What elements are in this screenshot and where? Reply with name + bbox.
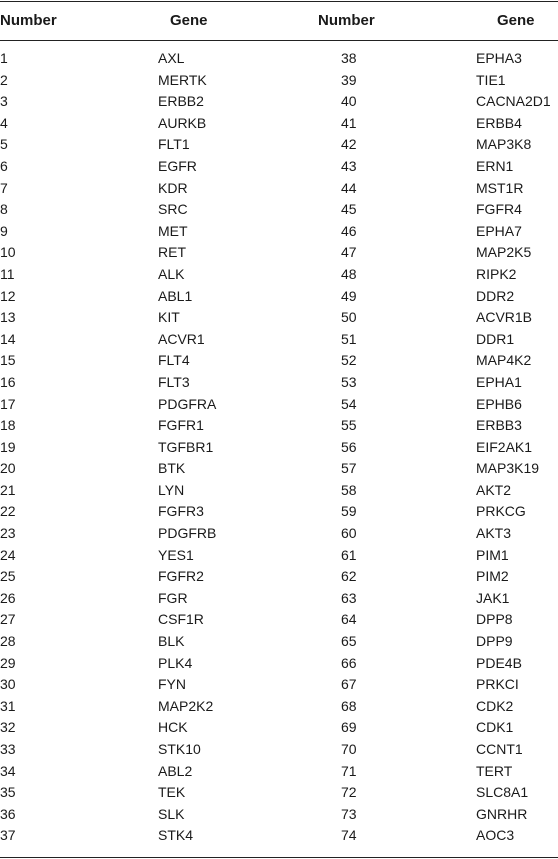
table-row	[0, 761, 558, 783]
gene-right-cell: EPHA3	[476, 50, 522, 66]
number-left-cell: 21	[0, 481, 16, 498]
number-left-cell: 8	[0, 201, 8, 218]
table-row	[0, 501, 558, 523]
table-row	[0, 329, 558, 351]
gene-left-cell: TEK	[158, 784, 186, 801]
number-right-cell: 66	[341, 654, 357, 671]
gene-right-cell: SLC8A1	[476, 784, 529, 801]
gene-left-cell: ACVR1	[158, 330, 205, 347]
gene-left-cell: LYN	[158, 481, 185, 498]
number-right-cell: 49	[341, 287, 357, 304]
gene-right-cell: ERBB4	[476, 114, 522, 131]
number-left-cell: 14	[0, 330, 16, 347]
number-left-cell: 32	[0, 719, 16, 736]
gene-right-cell: AKT3	[476, 525, 512, 542]
table-row	[0, 825, 558, 847]
number-left-cell: 6	[0, 157, 8, 174]
number-left-cell: 17	[0, 395, 16, 412]
gene-left-cell: ERBB2	[158, 93, 204, 110]
number-right-cell: 44	[341, 179, 357, 196]
table-row	[0, 372, 558, 394]
gene-right-cell: TERT	[476, 762, 513, 779]
number-left-cell: 37	[0, 827, 16, 844]
gene-left-cell: ALK	[158, 265, 185, 282]
number-left-cell: 36	[0, 805, 16, 822]
number-right-cell: 59	[341, 503, 357, 520]
gene-left-cell: CSF1R	[158, 611, 204, 628]
gene-left-cell: AXL	[158, 50, 185, 66]
gene-right-cell: AOC3	[476, 827, 515, 844]
gene-left-cell: ABL1	[158, 287, 193, 304]
number-right-cell: 65	[341, 633, 357, 650]
gene-right-cell: MST1R	[476, 179, 524, 196]
gene-left-cell: BTK	[158, 460, 186, 477]
number-left-cell: 26	[0, 589, 16, 606]
number-right-cell: 39	[341, 71, 357, 88]
gene-right-cell: AKT2	[476, 481, 512, 498]
number-left-cell: 2	[0, 71, 8, 88]
gene-left-cell: PDGFRB	[158, 525, 217, 542]
gene-left-cell: ABL2	[158, 762, 193, 779]
number-left-cell: 4	[0, 114, 8, 131]
number-right-cell: 43	[341, 157, 357, 174]
gene-right-cell: CACNA2D1	[476, 93, 551, 110]
table-row	[0, 804, 558, 826]
number-left-cell: 27	[0, 611, 16, 628]
gene-left-cell: PLK4	[158, 654, 193, 671]
table-row	[0, 221, 558, 243]
gene-left-cell: KIT	[158, 309, 180, 326]
number-left-cell: 33	[0, 741, 16, 757]
number-left-cell: 18	[0, 417, 16, 434]
gene-left-cell: FGFR1	[158, 417, 204, 434]
number-left-cell: 25	[0, 568, 16, 585]
number-right-cell: 74	[341, 827, 357, 844]
number-right-cell: 71	[341, 762, 357, 779]
table-row	[0, 458, 558, 480]
number-right-cell: 68	[341, 697, 357, 714]
number-right-cell: 48	[341, 265, 357, 282]
number-left-cell: 35	[0, 784, 16, 801]
gene-right-cell: MAP4K2	[476, 352, 532, 369]
table-row	[0, 717, 558, 739]
number-left-cell: 24	[0, 546, 16, 563]
number-right-cell: 56	[341, 438, 357, 455]
number-right-cell: 38	[341, 50, 357, 66]
number-left-cell: 11	[0, 265, 15, 282]
gene-right-cell: EIF2AK1	[476, 438, 533, 455]
table-row	[0, 588, 558, 610]
number-right-cell: 46	[341, 222, 357, 239]
gene-left-cell: HCK	[158, 719, 188, 736]
number-right-cell: 51	[341, 330, 357, 347]
table-row	[0, 696, 558, 718]
gene-right-cell: CDK2	[476, 697, 514, 714]
gene-right-cell: MAP2K5	[476, 244, 532, 261]
table-row	[0, 178, 558, 200]
number-right-cell: 57	[341, 460, 357, 477]
table-row	[0, 523, 558, 545]
gene-right-cell: DPP8	[476, 611, 513, 628]
gene-left-cell: AURKB	[158, 114, 207, 131]
number-right-cell: 69	[341, 719, 357, 736]
gene-right-cell: CDK1	[476, 719, 514, 736]
gene-left-cell: BLK	[158, 633, 185, 650]
number-right-cell: 52	[341, 352, 357, 369]
gene-left-cell: FLT3	[158, 373, 190, 390]
gene-left-cell: FGFR2	[158, 568, 204, 585]
number-right-cell: 58	[341, 481, 357, 498]
gene-left-cell: EGFR	[158, 157, 197, 174]
gene-left-cell: SRC	[158, 201, 188, 218]
table-row	[0, 156, 558, 178]
table-row	[0, 609, 558, 631]
number-left-cell: 19	[0, 438, 16, 455]
gene-right-cell: PIM1	[476, 546, 509, 563]
table-bottom-rule	[0, 857, 558, 858]
number-right-cell: 73	[341, 805, 357, 822]
gene-left-cell: STK4	[158, 827, 194, 844]
gene-left-cell: YES1	[158, 546, 194, 563]
gene-left-cell: MAP2K2	[158, 697, 214, 714]
number-right-cell: 61	[341, 546, 357, 563]
number-right-cell: 72	[341, 784, 357, 801]
gene-left-cell: FGR	[158, 589, 188, 606]
number-left-cell: 22	[0, 503, 16, 520]
gene-left-cell: FLT4	[158, 352, 190, 369]
table-row	[0, 350, 558, 372]
table-row	[0, 199, 558, 221]
gene-right-cell: EPHB6	[476, 395, 522, 412]
gene-left-cell: FYN	[158, 676, 186, 693]
gene-right-cell: PRKCI	[476, 676, 519, 693]
table-row	[0, 545, 558, 567]
gene-right-cell: PIM2	[476, 568, 509, 585]
number-right-cell: 55	[341, 417, 357, 434]
gene-left-cell: PDGFRA	[158, 395, 217, 412]
gene-right-cell: PDE4B	[476, 654, 522, 671]
number-left-cell: 15	[0, 352, 16, 369]
number-left-cell: 3	[0, 93, 8, 110]
gene-right-cell: FGFR4	[476, 201, 522, 218]
table-row	[0, 48, 558, 70]
table-row	[0, 70, 558, 92]
number-left-cell: 9	[0, 222, 8, 239]
gene-left-cell: FGFR3	[158, 503, 204, 520]
number-right-cell: 40	[341, 93, 357, 110]
number-left-cell: 1	[0, 50, 8, 66]
number-right-cell: 41	[341, 114, 357, 131]
table-header-rule	[0, 40, 558, 41]
number-left-cell: 7	[0, 179, 8, 196]
gene-right-cell: JAK1	[476, 589, 510, 606]
gene-right-cell: DPP9	[476, 633, 513, 650]
gene-left-cell: KDR	[158, 179, 188, 196]
table-row	[0, 653, 558, 675]
number-right-cell: 70	[341, 741, 357, 757]
gene-left-cell: TGFBR1	[158, 438, 214, 455]
number-right-cell: 53	[341, 373, 357, 390]
table-row	[0, 91, 558, 113]
table-row	[0, 480, 558, 502]
number-right-cell: 47	[341, 244, 357, 261]
gene-right-cell: PRKCG	[476, 503, 526, 520]
table-row	[0, 264, 558, 286]
header-gene-left: Gene	[170, 12, 208, 29]
gene-right-cell: ERN1	[476, 157, 514, 174]
gene-left-cell: MERTK	[158, 71, 207, 88]
gene-right-cell: EPHA1	[476, 373, 522, 390]
number-right-cell: 50	[341, 309, 357, 326]
number-left-cell: 23	[0, 525, 16, 542]
number-right-cell: 42	[341, 136, 357, 153]
number-left-cell: 30	[0, 676, 16, 693]
number-left-cell: 13	[0, 309, 16, 326]
table-row	[0, 415, 558, 437]
table-row	[0, 242, 558, 264]
gene-right-cell: MAP3K19	[476, 460, 540, 477]
table-row	[0, 437, 558, 459]
table-row	[0, 394, 558, 416]
header-gene-right: Gene	[497, 12, 535, 29]
number-left-cell: 12	[0, 287, 16, 304]
number-left-cell: 16	[0, 373, 16, 390]
table-row	[0, 286, 558, 308]
number-right-cell: 45	[341, 201, 357, 218]
number-left-cell: 10	[0, 244, 16, 261]
number-left-cell: 29	[0, 654, 16, 671]
gene-right-cell: ERBB3	[476, 417, 522, 434]
table-row	[0, 307, 558, 329]
number-right-cell: 63	[341, 589, 357, 606]
gene-right-cell: CCNT1	[476, 741, 523, 757]
number-left-cell: 5	[0, 136, 8, 153]
table-row	[0, 134, 558, 156]
table-row	[0, 739, 558, 761]
header-number-right: Number	[318, 12, 375, 29]
table-row	[0, 566, 558, 588]
table-row	[0, 631, 558, 653]
number-left-cell: 20	[0, 460, 16, 477]
gene-left-cell: SLK	[158, 805, 185, 822]
table-row	[0, 113, 558, 135]
table-row	[0, 782, 558, 804]
gene-right-cell: GNRHR	[476, 805, 528, 822]
number-left-cell: 28	[0, 633, 16, 650]
number-right-cell: 60	[341, 525, 357, 542]
gene-right-cell: MAP3K8	[476, 136, 532, 153]
table-row	[0, 674, 558, 696]
gene-left-cell: STK10	[158, 741, 201, 757]
gene-left-cell: RET	[158, 244, 186, 261]
gene-left-cell: MET	[158, 222, 188, 239]
number-left-cell: 34	[0, 762, 16, 779]
number-right-cell: 62	[341, 568, 357, 585]
gene-left-cell: FLT1	[158, 136, 190, 153]
gene-right-cell: ACVR1B	[476, 309, 533, 326]
number-left-cell: 31	[0, 697, 16, 714]
number-right-cell: 67	[341, 676, 357, 693]
header-number-left: Number	[0, 12, 57, 29]
gene-right-cell: DDR1	[476, 330, 515, 347]
gene-right-cell: EPHA7	[476, 222, 522, 239]
table-header-row	[0, 1, 558, 40]
gene-right-cell: DDR2	[476, 287, 515, 304]
gene-right-cell: TIE1	[476, 71, 506, 88]
gene-right-cell: RIPK2	[476, 265, 517, 282]
table-body	[0, 48, 558, 847]
number-right-cell: 54	[341, 395, 357, 412]
number-right-cell: 64	[341, 611, 357, 628]
